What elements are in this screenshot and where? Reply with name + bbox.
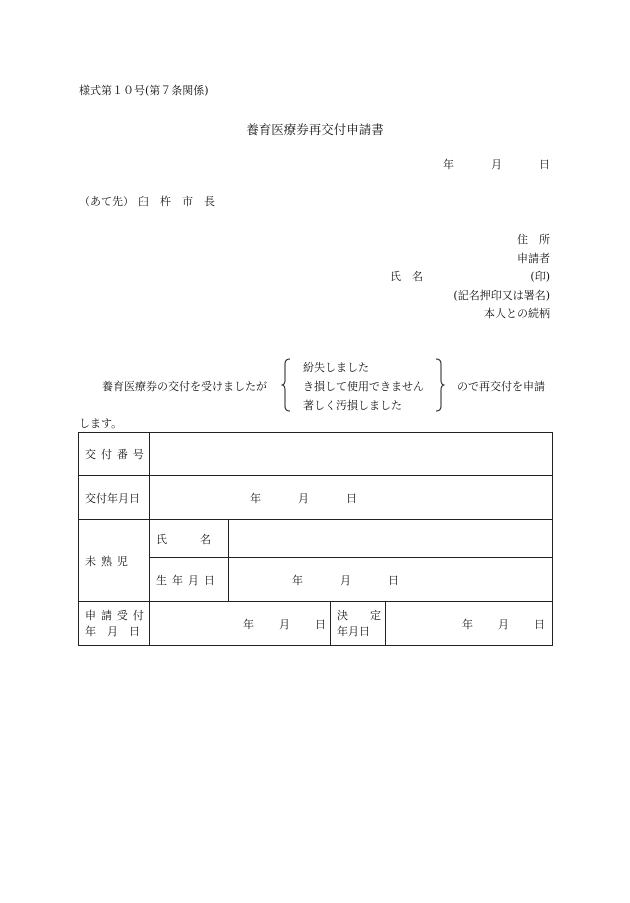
child-name-label: 氏 名	[150, 520, 229, 558]
received-year: 年	[243, 617, 254, 631]
date-month: 月	[491, 158, 502, 171]
received-label-line2: 年 月 日	[85, 624, 140, 638]
document-title: 養育医療券再交付申請書	[246, 122, 384, 137]
seal-mark: (印)	[530, 270, 550, 283]
application-date	[443, 156, 550, 172]
right-brace	[435, 358, 445, 412]
reason-ending: します。	[79, 417, 123, 430]
table-row	[79, 602, 553, 646]
decision-date-field[interactable]	[386, 602, 553, 646]
reason-option-soiled: 著しく汚損しました	[303, 399, 402, 412]
decision-year: 年	[462, 617, 473, 631]
left-brace	[281, 358, 291, 412]
applicant-name-label: 氏 名	[390, 270, 423, 283]
reason-option-lost: 紛失しました	[303, 361, 369, 374]
table-row	[79, 476, 553, 520]
signature-note: (記名押印又は署名)	[453, 289, 550, 302]
issue-day: 日	[346, 491, 357, 505]
issue-year: 年	[250, 491, 261, 505]
decision-day: 日	[534, 617, 545, 631]
received-label-line1: 申請受付	[85, 608, 149, 622]
table-row	[79, 558, 553, 602]
issue-date-field[interactable]	[150, 476, 553, 520]
form-table	[78, 432, 553, 646]
addressee	[79, 193, 215, 209]
reason-prefix: 養育医療券の交付を受けましたが	[102, 380, 267, 393]
addressee-mayor: 臼 杵 市 長	[138, 195, 215, 208]
decision-month: 月	[498, 617, 509, 631]
applicant-address-label: 住 所	[517, 233, 550, 246]
issue-month: 月	[298, 491, 309, 505]
decision-label-line1: 決 定	[337, 608, 381, 622]
birth-day: 日	[388, 573, 399, 587]
birth-month: 月	[340, 573, 351, 587]
child-name-field[interactable]	[229, 520, 553, 558]
issue-number-field[interactable]	[150, 433, 553, 476]
applicant-label: 申請者	[517, 252, 550, 265]
form-number: 様式第１０号(第７条関係)	[79, 84, 209, 97]
table-row	[79, 433, 553, 476]
addressee-to: （あて先）	[79, 195, 134, 208]
received-month: 月	[279, 617, 290, 631]
reason-suffix: ので再交付を申請	[457, 380, 545, 393]
issue-date-label: 交付年月日	[79, 476, 150, 520]
decision-date-label	[331, 602, 386, 646]
relationship-label: 本人との続柄	[484, 307, 550, 320]
received-date-field[interactable]	[150, 602, 331, 646]
child-birth-field[interactable]	[229, 558, 553, 602]
decision-label-line2: 年月日	[337, 624, 370, 638]
child-birth-label: 生年月日	[150, 558, 229, 602]
date-year: 年	[443, 158, 454, 171]
table-row	[79, 520, 553, 558]
issue-number-label: 交付番号	[79, 433, 150, 476]
date-day: 日	[539, 158, 550, 171]
received-day: 日	[315, 617, 326, 631]
received-date-label	[79, 602, 150, 646]
birth-year: 年	[292, 573, 303, 587]
child-label: 未熟児	[79, 520, 150, 602]
reason-option-damaged: き損して使用できません	[303, 380, 424, 393]
